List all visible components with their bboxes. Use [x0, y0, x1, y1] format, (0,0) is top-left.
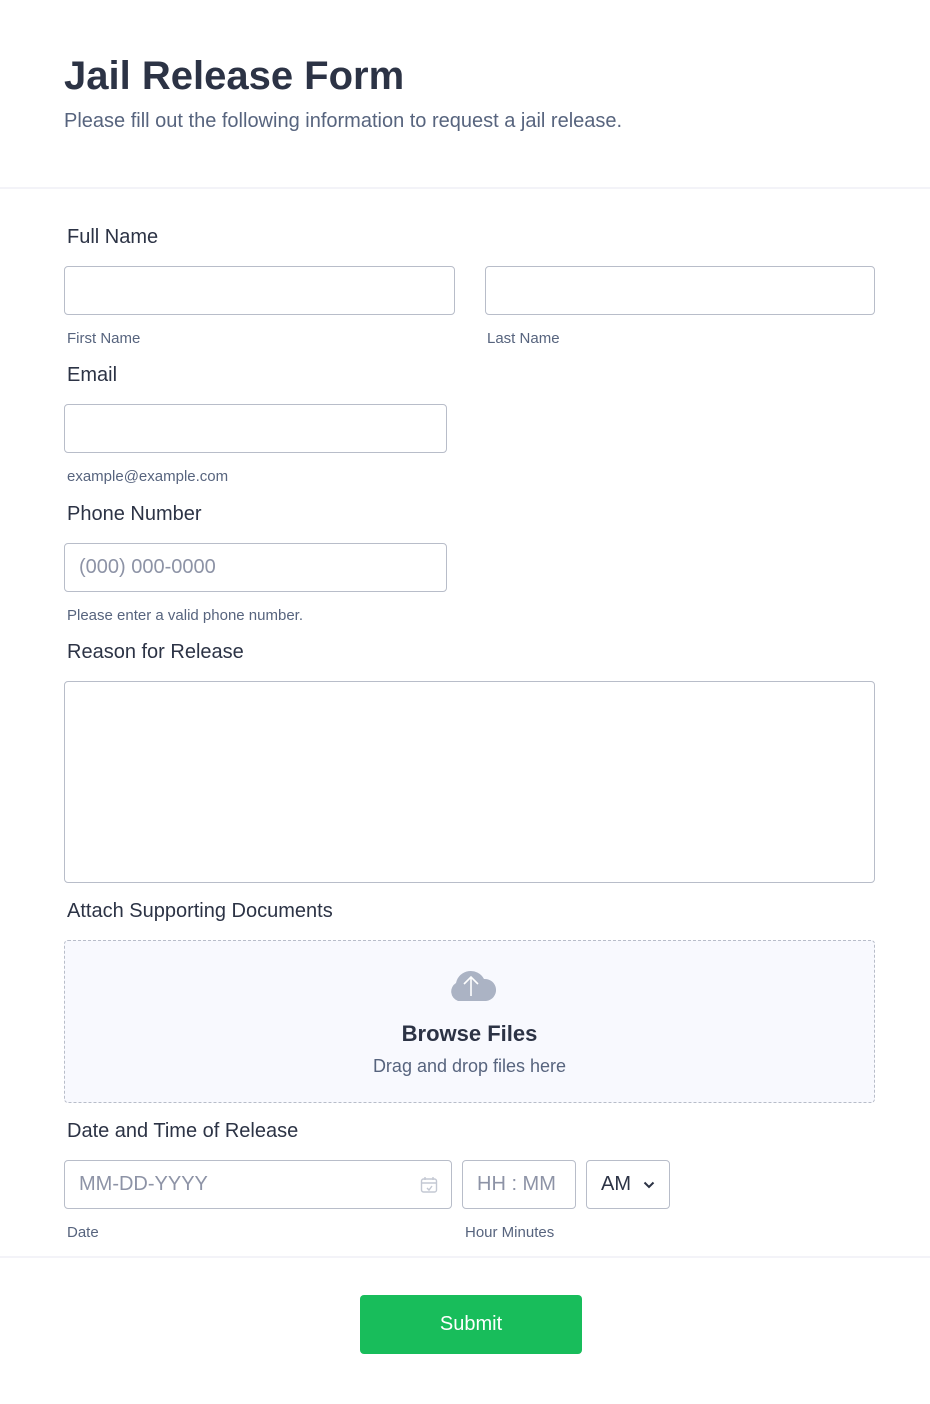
- date-sublabel: Date: [67, 1224, 99, 1241]
- page-title: Jail Release Form: [64, 54, 405, 98]
- divider: [0, 1256, 930, 1258]
- reason-textarea[interactable]: [64, 681, 875, 883]
- file-dropzone[interactable]: [64, 940, 875, 1103]
- date-input[interactable]: [64, 1160, 452, 1209]
- first-name-input[interactable]: [64, 266, 455, 315]
- page-subtitle: Please fill out the following information to request a jail release.: [64, 110, 623, 132]
- chevron-down-icon: [643, 1181, 655, 1189]
- email-sublabel: example@example.com: [67, 468, 229, 485]
- phone-input[interactable]: (000) 000-0000: [64, 543, 447, 592]
- reason-label: Reason for Release: [67, 641, 244, 663]
- submit-button[interactable]: Submit: [360, 1295, 582, 1354]
- time-sublabel: Hour Minutes: [465, 1224, 555, 1241]
- email-label: Email: [67, 364, 118, 386]
- ampm-select[interactable]: [586, 1160, 670, 1209]
- last-name-input[interactable]: [485, 266, 875, 315]
- cloud-upload-icon: [446, 967, 496, 1003]
- email-input[interactable]: [64, 404, 447, 453]
- phone-label: Phone Number: [67, 503, 202, 525]
- upload-hint: Drag and drop files here: [372, 1056, 567, 1076]
- first-name-sublabel: First Name: [67, 330, 141, 347]
- time-input[interactable]: HH : MM: [462, 1160, 576, 1209]
- calendar-icon[interactable]: [420, 1176, 438, 1194]
- full-name-label: Full Name: [67, 226, 159, 248]
- datetime-label: Date and Time of Release: [67, 1120, 299, 1142]
- date-placeholder: MM-DD-YYYY: [79, 1173, 208, 1195]
- browse-files-button[interactable]: Browse Files: [401, 1021, 538, 1046]
- ampm-value: AM: [601, 1173, 631, 1195]
- phone-sublabel: Please enter a valid phone number.: [67, 607, 303, 624]
- divider: [0, 187, 930, 189]
- upload-label: Attach Supporting Documents: [67, 900, 333, 922]
- last-name-sublabel: Last Name: [487, 330, 560, 347]
